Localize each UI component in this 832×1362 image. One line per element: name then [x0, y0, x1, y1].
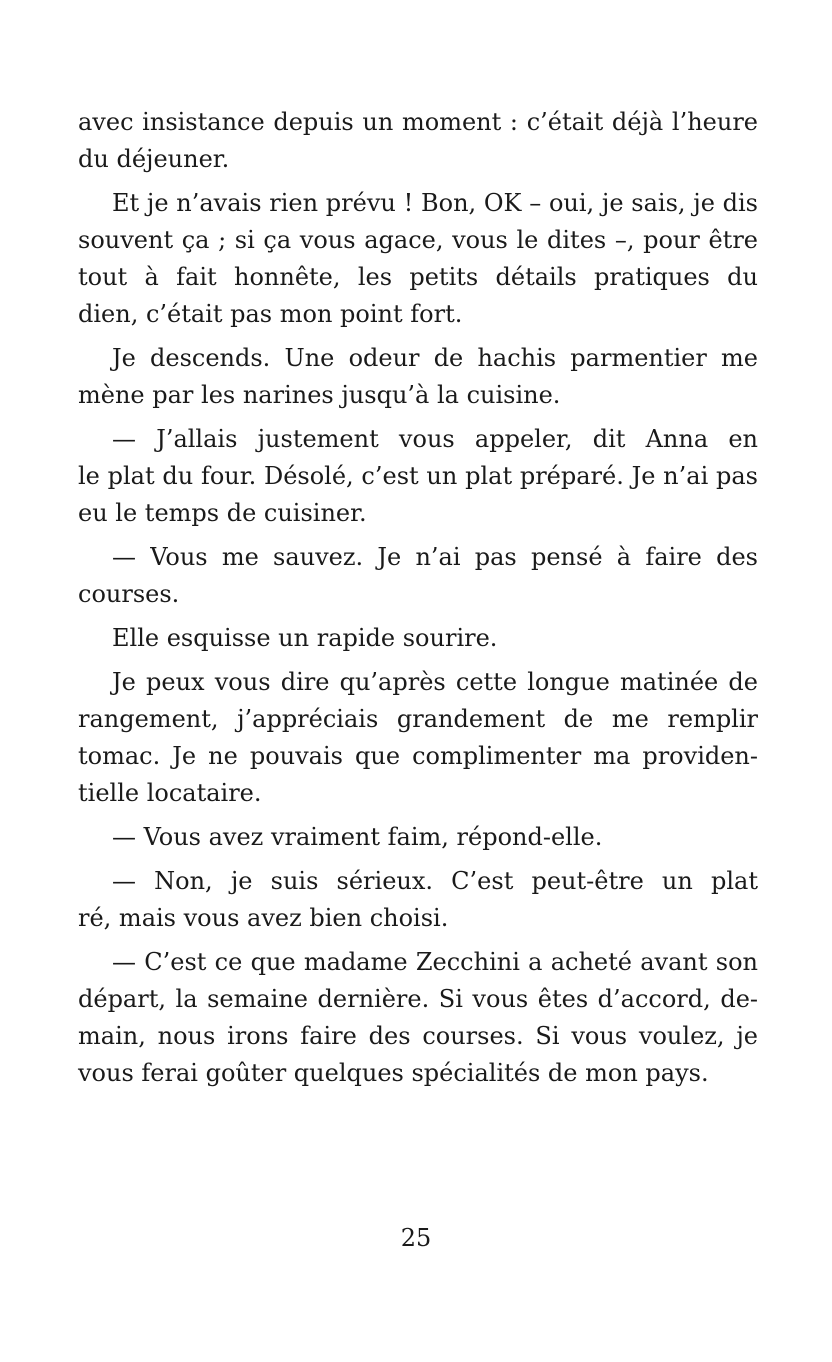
text-line: — J’allais justement vous appeler, dit Anna en	[112, 425, 758, 453]
text-line: le plat du four. Désolé, c’est un plat préparé. Je n’ai pas	[78, 462, 758, 490]
paragraph	[78, 340, 758, 414]
text-line: — Non, je suis sérieux. C’est peut-être un plat	[112, 867, 758, 895]
text-line: rangement, j’appréciais grandement de me remplir	[78, 705, 758, 733]
text-line: dien, c’était pas mon point fort.	[78, 300, 463, 328]
paragraph	[78, 104, 758, 178]
text-line: main, nous irons faire des courses. Si vous voulez, je	[78, 1022, 758, 1050]
text-line: — C’est ce que madame Zecchini a acheté avant son	[112, 948, 758, 976]
text-line: tout à fait honnête, les petits détails pratiques du	[78, 263, 758, 291]
body-text	[78, 104, 758, 1099]
text-line: mène par les narines jusqu’à la cuisine.	[78, 381, 561, 409]
text-line: Et je n’avais rien prévu ! Bon, OK – oui, je sais, je dis	[112, 189, 758, 217]
text-line: tomac. Je ne pouvais que complimenter ma providen-	[78, 742, 758, 770]
page-number: 25	[400, 1224, 432, 1252]
paragraph	[78, 664, 758, 812]
paragraph	[78, 421, 758, 532]
paragraph	[78, 185, 758, 333]
paragraph	[78, 819, 758, 856]
paragraph	[78, 863, 758, 937]
text-line: du déjeuner.	[78, 145, 230, 173]
text-line: eu le temps de cuisiner.	[78, 499, 367, 527]
paragraph	[78, 620, 758, 657]
text-line: vous ferai goûter quelques spécialités de mon pays.	[78, 1059, 709, 1087]
text-line: départ, la semaine dernière. Si vous êtes d’accord, de-	[78, 985, 758, 1013]
text-line: — Vous me sauvez. Je n’ai pas pensé à faire des	[112, 543, 758, 571]
text-line: Je peux vous dire qu’après cette longue matinée de	[112, 668, 758, 696]
paragraph	[78, 539, 758, 613]
text-line: — Vous avez vraiment faim, répond-elle.	[112, 823, 603, 851]
text-line: courses.	[78, 580, 180, 608]
text-line: Je descends. Une odeur de hachis parmentier me	[112, 344, 758, 372]
text-line: ré, mais vous avez bien choisi.	[78, 904, 449, 932]
text-line: tielle locataire.	[78, 779, 262, 807]
paragraph	[78, 944, 758, 1092]
text-line: avec insistance depuis un moment : c’était déjà l’heure	[78, 108, 758, 136]
text-line: Elle esquisse un rapide sourire.	[112, 624, 498, 652]
text-line: souvent ça ; si ça vous agace, vous le dites –, pour être	[78, 226, 758, 254]
